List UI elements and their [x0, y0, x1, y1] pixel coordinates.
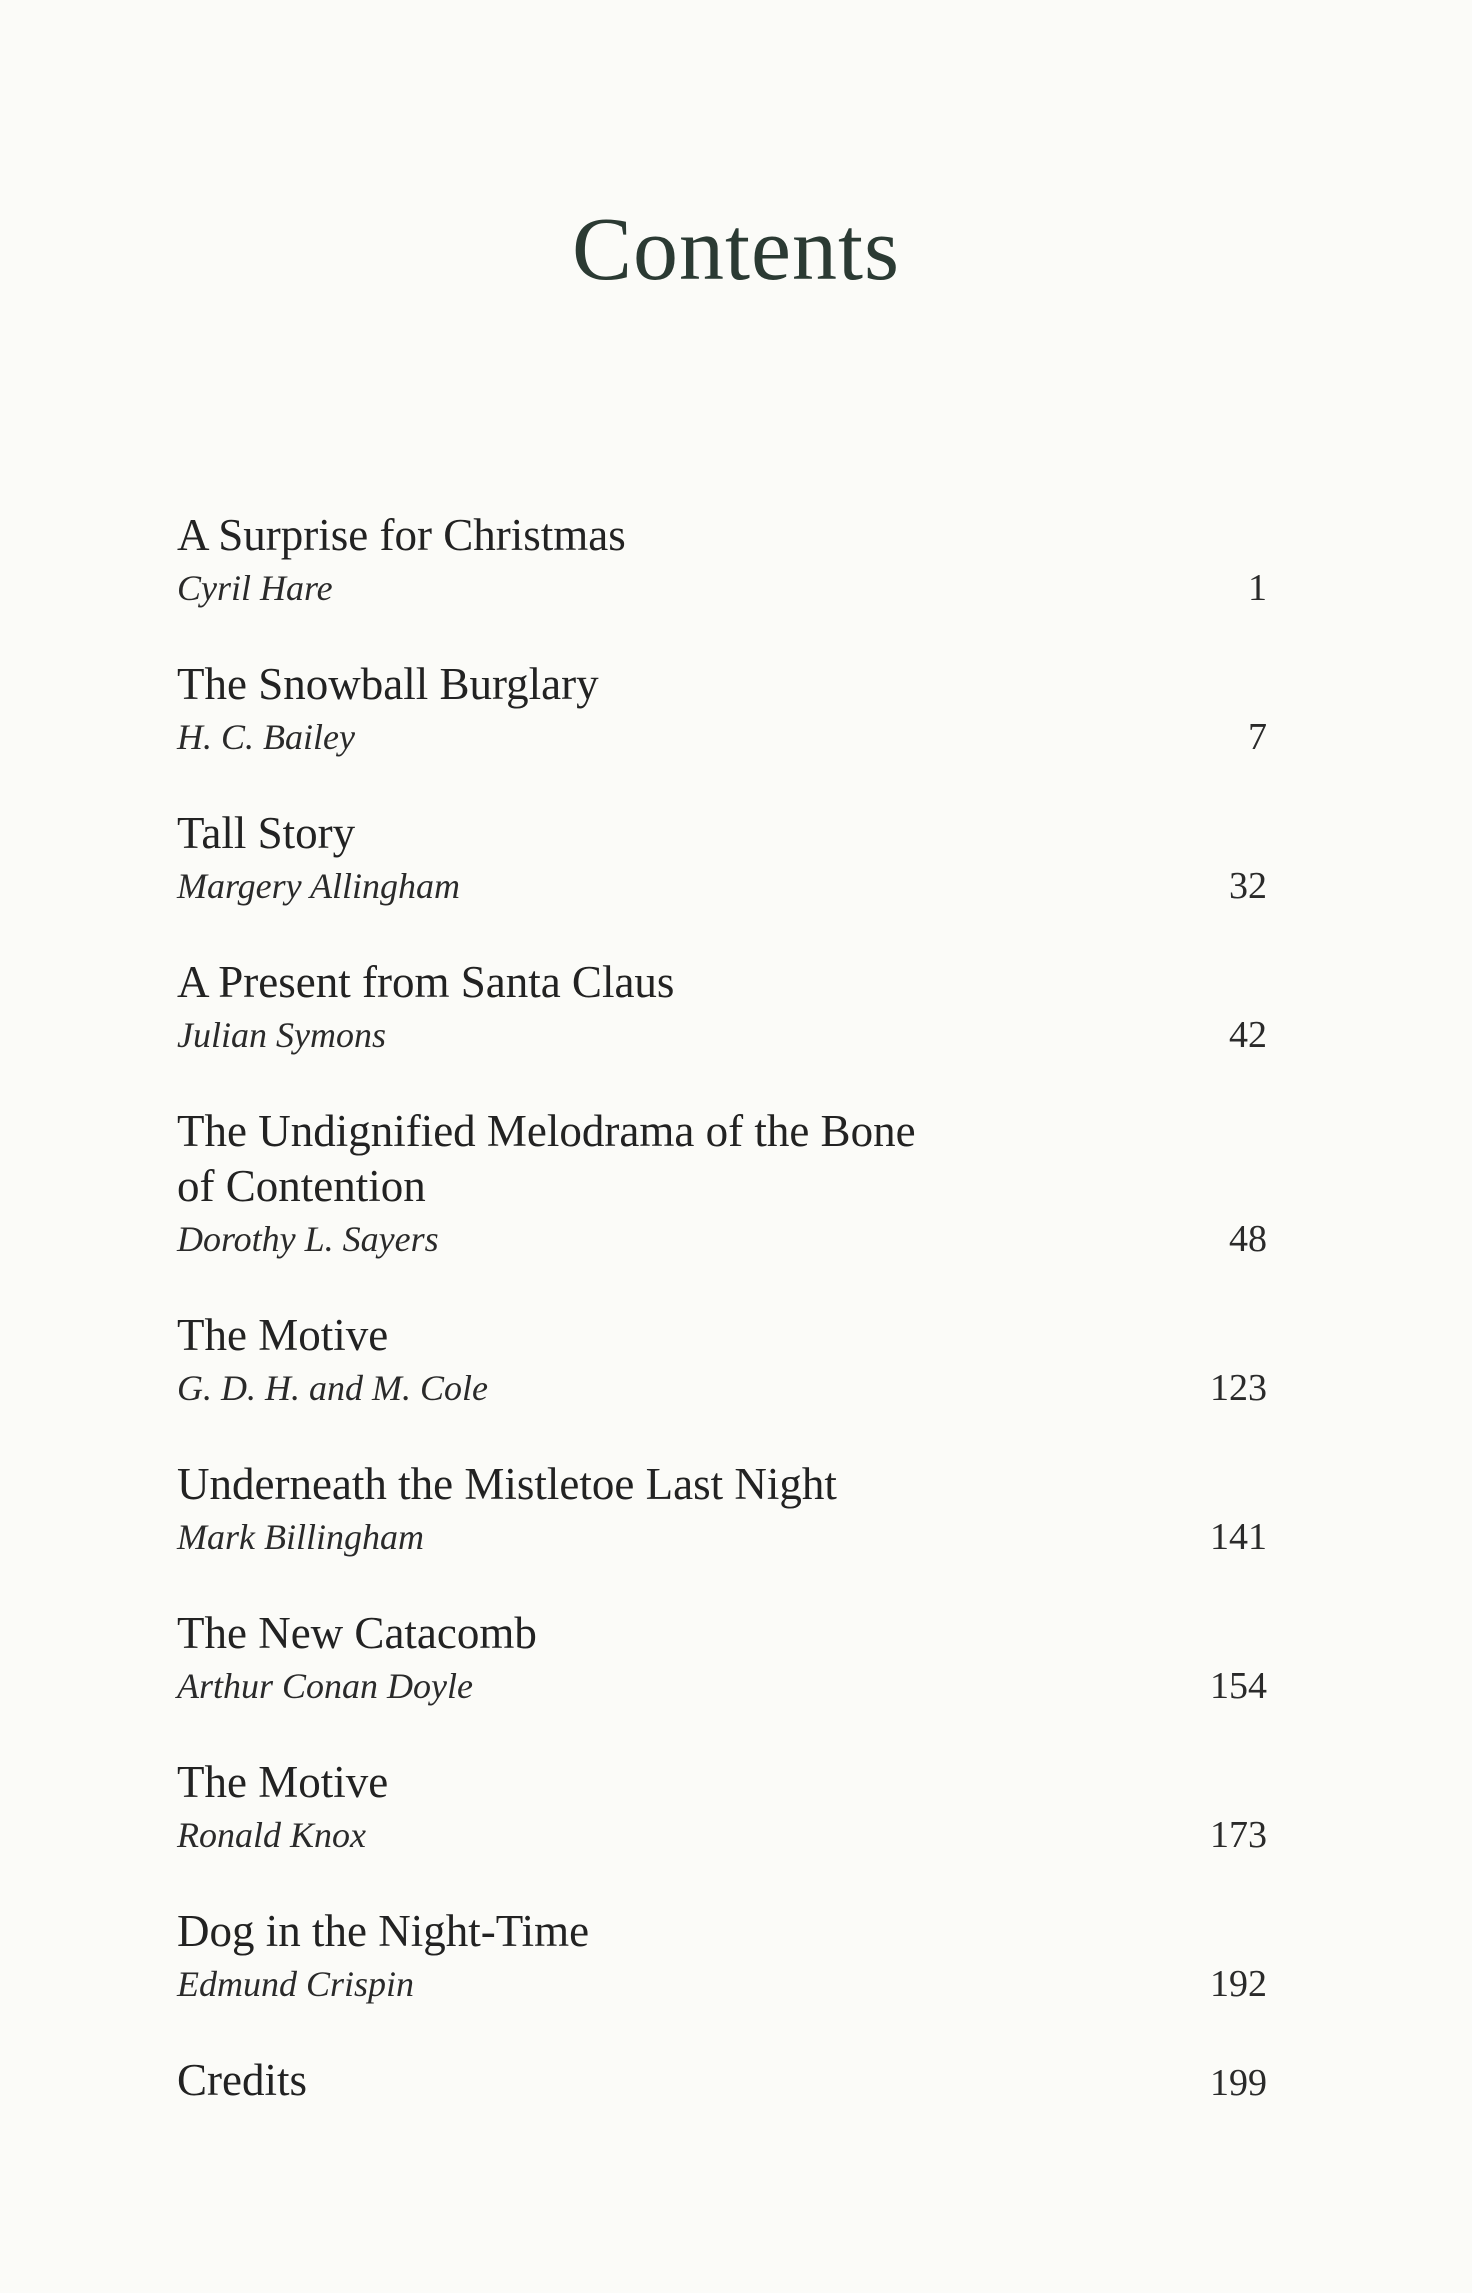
toc-entry: [177, 1904, 1267, 2007]
author-row: [177, 1216, 1267, 1262]
page-number: 192: [1210, 1963, 1267, 2005]
page-number: 48: [1229, 1218, 1267, 1260]
story-author: Cyril Hare: [177, 568, 333, 608]
story-author: Dorothy L. Sayers: [177, 1219, 439, 1259]
table-of-contents: [177, 508, 1267, 2108]
toc-entry: [177, 806, 1267, 909]
author-row: [177, 1663, 1267, 1709]
page-number: 154: [1210, 1665, 1267, 1707]
credits-label: Credits: [177, 2055, 307, 2105]
toc-entry: [177, 1606, 1267, 1709]
toc-entry: [177, 955, 1267, 1058]
toc-entry: [177, 1104, 1267, 1262]
story-author: Edmund Crispin: [177, 1964, 415, 2004]
story-title: Underneath the Mistletoe Last Night: [177, 1459, 837, 1509]
page-number: 7: [1248, 716, 1267, 758]
story-title: A Present from Santa Claus: [177, 957, 675, 1007]
toc-entry: [177, 1755, 1267, 1858]
page-number: 173: [1210, 1814, 1267, 1856]
author-row: [177, 1514, 1267, 1560]
page-number: 1: [1248, 567, 1267, 609]
story-author: Margery Allingham: [177, 866, 460, 906]
story-title: Dog in the Night-Time: [177, 1906, 590, 1956]
author-row: [177, 1961, 1267, 2007]
story-title: Tall Story: [177, 808, 356, 858]
story-author: G. D. H. and M. Cole: [177, 1368, 488, 1408]
page-number: 123: [1210, 1367, 1267, 1409]
story-title: The New Catacomb: [177, 1608, 537, 1658]
story-title: A Surprise for Christmas: [177, 510, 626, 560]
author-row: [177, 714, 1267, 760]
page-number: 32: [1229, 865, 1267, 907]
author-row: [177, 1365, 1267, 1411]
story-title: The Motive: [177, 1757, 389, 1807]
toc-entry: [177, 508, 1267, 611]
story-title: The Undignified Melodrama of the Bone of Contention: [177, 1106, 916, 1211]
page-number: 141: [1210, 1516, 1267, 1558]
story-author: Julian Symons: [177, 1015, 386, 1055]
story-author: Ronald Knox: [177, 1815, 366, 1855]
author-row: [177, 863, 1267, 909]
story-author: Arthur Conan Doyle: [177, 1666, 473, 1706]
author-row: [177, 1012, 1267, 1058]
toc-entry: [177, 1457, 1267, 1560]
toc-entry: [177, 1308, 1267, 1411]
toc-credits-entry: [177, 2053, 1267, 2108]
story-author: Mark Billingham: [177, 1517, 424, 1557]
page-number: 42: [1229, 1014, 1267, 1056]
page-title: Contents: [571, 200, 900, 299]
author-row: [177, 1812, 1267, 1858]
story-title: The Snowball Burglary: [177, 659, 599, 709]
credits-page-number: 199: [1210, 2062, 1267, 2104]
story-author: H. C. Bailey: [177, 717, 355, 757]
toc-entry: [177, 657, 1267, 760]
author-row: [177, 565, 1267, 611]
story-title: The Motive: [177, 1310, 389, 1360]
